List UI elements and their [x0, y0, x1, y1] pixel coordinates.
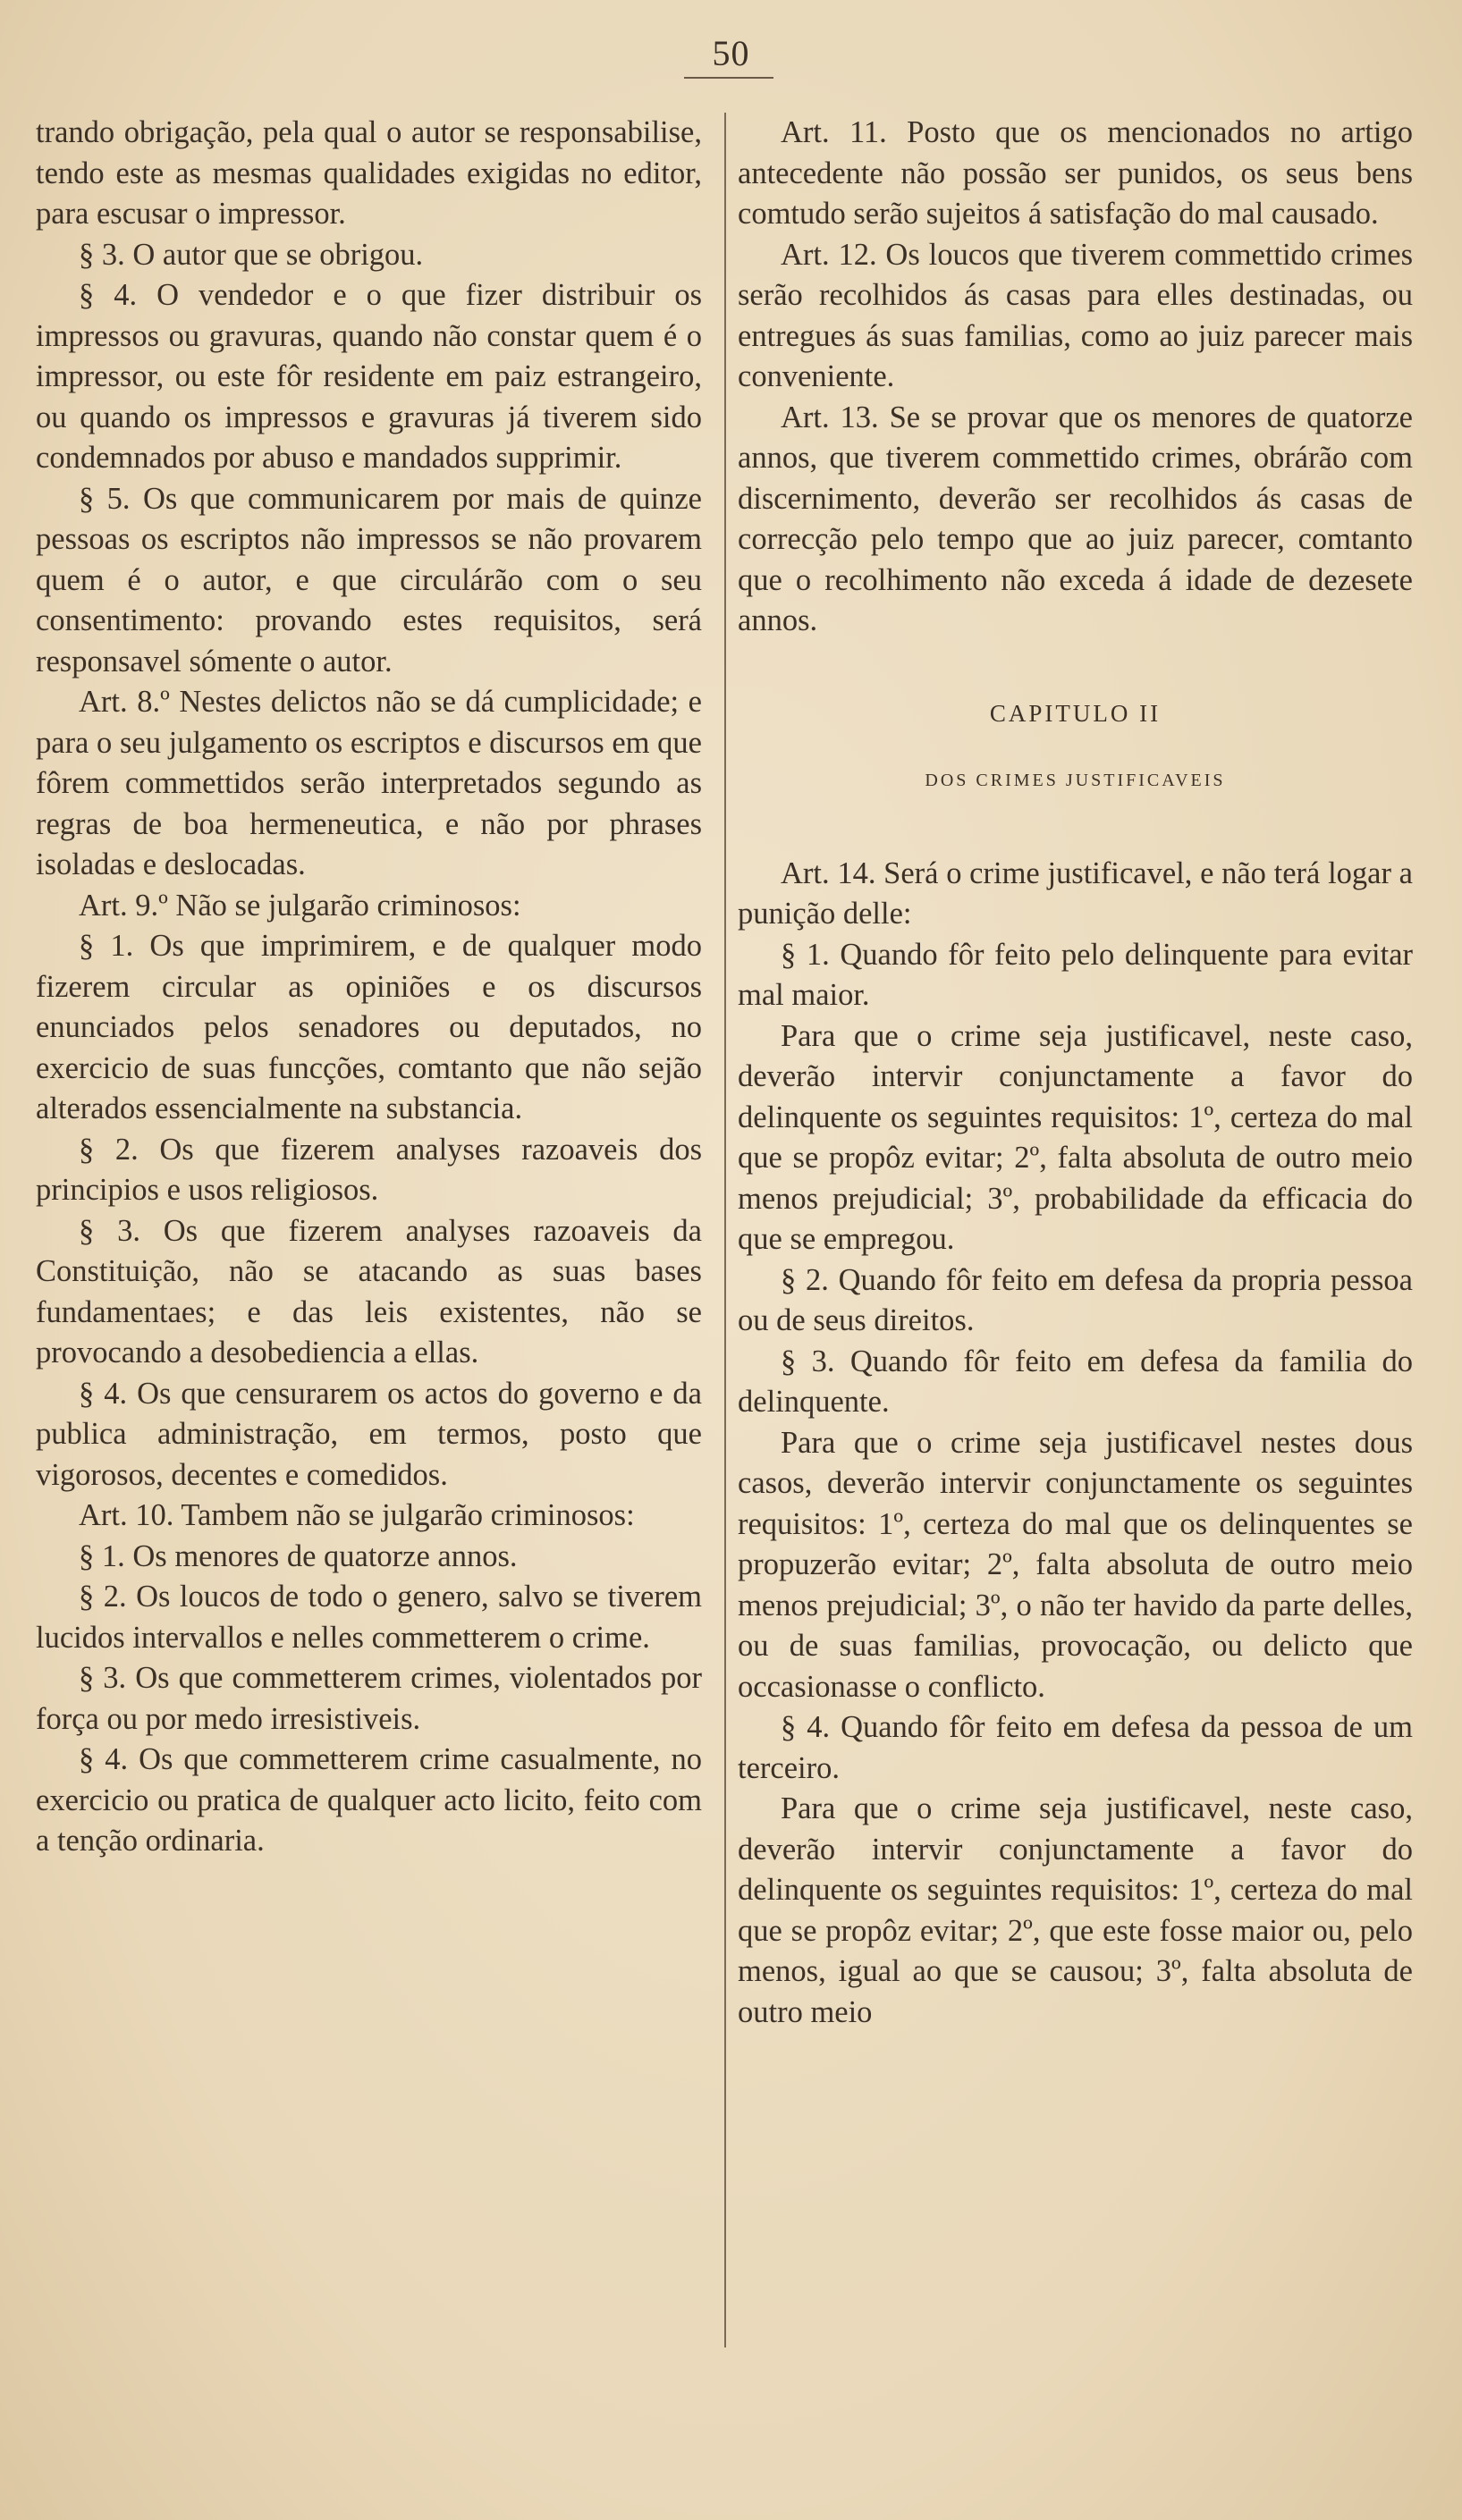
paragraph: § 2. Quando fôr feito em defesa da propria pessoa ou de seus direitos.	[738, 1262, 1413, 1337]
right-column	[738, 113, 1413, 2033]
paragraph: § 5. Os que communicarem por mais de quinze pessoas os escriptos não impressos se não provarem quem é o autor, e que circulárão com o seu consentimento: provando estes requisitos, será responsavel sómente o autor.	[36, 481, 702, 678]
chapter-title: CAPITULO II	[989, 699, 1162, 727]
paragraph: § 4. O vendedor e o que fizer distribuir os impressos ou gravuras, quando não constar quem é o impressor, ou este fôr residente em paiz estrangeiro, ou quando os impressos e gravuras já tiverem sido condemnados por abuso e mandados supprimir.	[36, 278, 702, 475]
paragraph: Para que o crime seja justificavel, neste caso, deverão intervir conjunctamente a favor do delinquente os seguintes requisitos: 1º, certeza do mal que se propôz evitar; 2º, que este fosse maior ou, pelo menos, igual ao que se causou; 3º, falta absoluta de outro meio	[738, 1791, 1413, 2029]
paragraph: § 4. Os que censurarem os actos do governo e da publica administração, em termos, posto que vigorosos, decentes e comedidos.	[36, 1376, 702, 1492]
paragraph: Art. 8.º Nestes delictos não se dá cumplicidade; e para o seu julgamento os escriptos e discursos em que fôrem commettidos serão interpretados segundo as regras de boa hermeneutica, e não por phrases isoladas e deslocadas.	[36, 685, 702, 881]
paragraph: § 3. Quando fôr feito em defesa da familia do delinquente.	[738, 1344, 1413, 1419]
paragraph: Art. 11. Posto que os mencionados no artigo antecedente não possão ser punidos, os seus bens comtudo serão sujeitos á satisfação do mal causado.	[738, 115, 1413, 231]
paragraph: Art. 13. Se se provar que os menores de quatorze annos, que tiverem commettido crimes, obrárão com discernimento, deverão ser recolhidos ás casas de correcção pelo tempo que ao juiz parecer, comtanto que o recolhimento não exceda á idade de dezesete annos.	[738, 400, 1413, 637]
paragraph: § 2. Os que fizerem analyses razoaveis dos principios e usos religiosos.	[36, 1132, 702, 1207]
paragraph: Art. 9.º Não se julgarão criminosos:	[79, 888, 521, 923]
paragraph: § 3. Os que fizerem analyses razoaveis da Constituição, não se atacando as suas bases fundamentaes; e das leis existentes, não se provocando a desobediencia a ellas.	[36, 1213, 702, 1370]
paragraph: § 4. Os que commetterem crime casualmente, no exercicio ou pratica de qualquer acto licito, feito com a tenção ordinaria.	[36, 1742, 702, 1858]
paragraph: Para que o crime seja justificavel nestes dous casos, deverão intervir conjunctamente os seguintes requisitos: 1º, certeza do mal que os delinquentes se propuzerão evitar; 2º, falta absoluta de outro meio menos prejudicial; 3º, o não ter havido da parte delles, ou de suas familias, provocação, ou delicto que occasionasse o conflicto.	[738, 1425, 1413, 1704]
paragraph: Para que o crime seja justificavel, neste caso, deverão intervir conjunctamente a favor do delinquente os seguintes requisitos: 1º, certeza do mal que se propôz evitar; 2º, falta absoluta de outro meio menos prejudicial; 3º, probabilidade da efficacia do que se empregou.	[738, 1018, 1413, 1256]
paragraph: trando obrigação, pela qual o autor se responsabilise, tendo este as mesmas qualidades exigidas no editor, para escusar o impressor.	[36, 115, 702, 231]
page-number: 50	[712, 33, 750, 73]
header-rule	[684, 77, 773, 79]
paragraph: Art. 10. Tambem não se julgarão criminosos:	[79, 1498, 635, 1532]
paragraph: § 1. Os menores de quatorze annos.	[79, 1538, 518, 1573]
paragraph: Art. 12. Os loucos que tiverem commettido crimes serão recolhidos ás casas para elles destinadas, ou entregues ás suas familias, como ao juiz parecer mais conveniente.	[738, 237, 1413, 393]
paragraph: § 4. Quando fôr feito em defesa da pessoa de um terceiro.	[738, 1710, 1413, 1785]
paragraph: § 1. Os que imprimirem, e de qualquer modo fizerem circular as opiniões e os discursos enunciados pelos senadores ou deputados, no exercicio de suas funcções, comtanto que não sejão alterados essencialmente na substancia.	[36, 929, 702, 1125]
chapter-subtitle: DOS CRIMES JUSTIFICAVEIS	[925, 771, 1226, 790]
left-column	[36, 113, 702, 1862]
paragraph: § 2. Os loucos de todo o genero, salvo se tiverem lucidos intervallos e nelles commetterem o crime.	[36, 1580, 702, 1655]
paragraph: § 1. Quando fôr feito pelo delinquente para evitar mal maior.	[738, 937, 1413, 1012]
column-divider	[724, 113, 726, 2347]
paragraph: § 3. Os que commetterem crimes, violentados por força ou por medo irresistiveis.	[36, 1661, 702, 1736]
paragraph: Art. 14. Será o crime justificavel, e não terá logar a punição delle:	[738, 855, 1413, 931]
paragraph: § 3. O autor que se obrigou.	[79, 237, 424, 272]
